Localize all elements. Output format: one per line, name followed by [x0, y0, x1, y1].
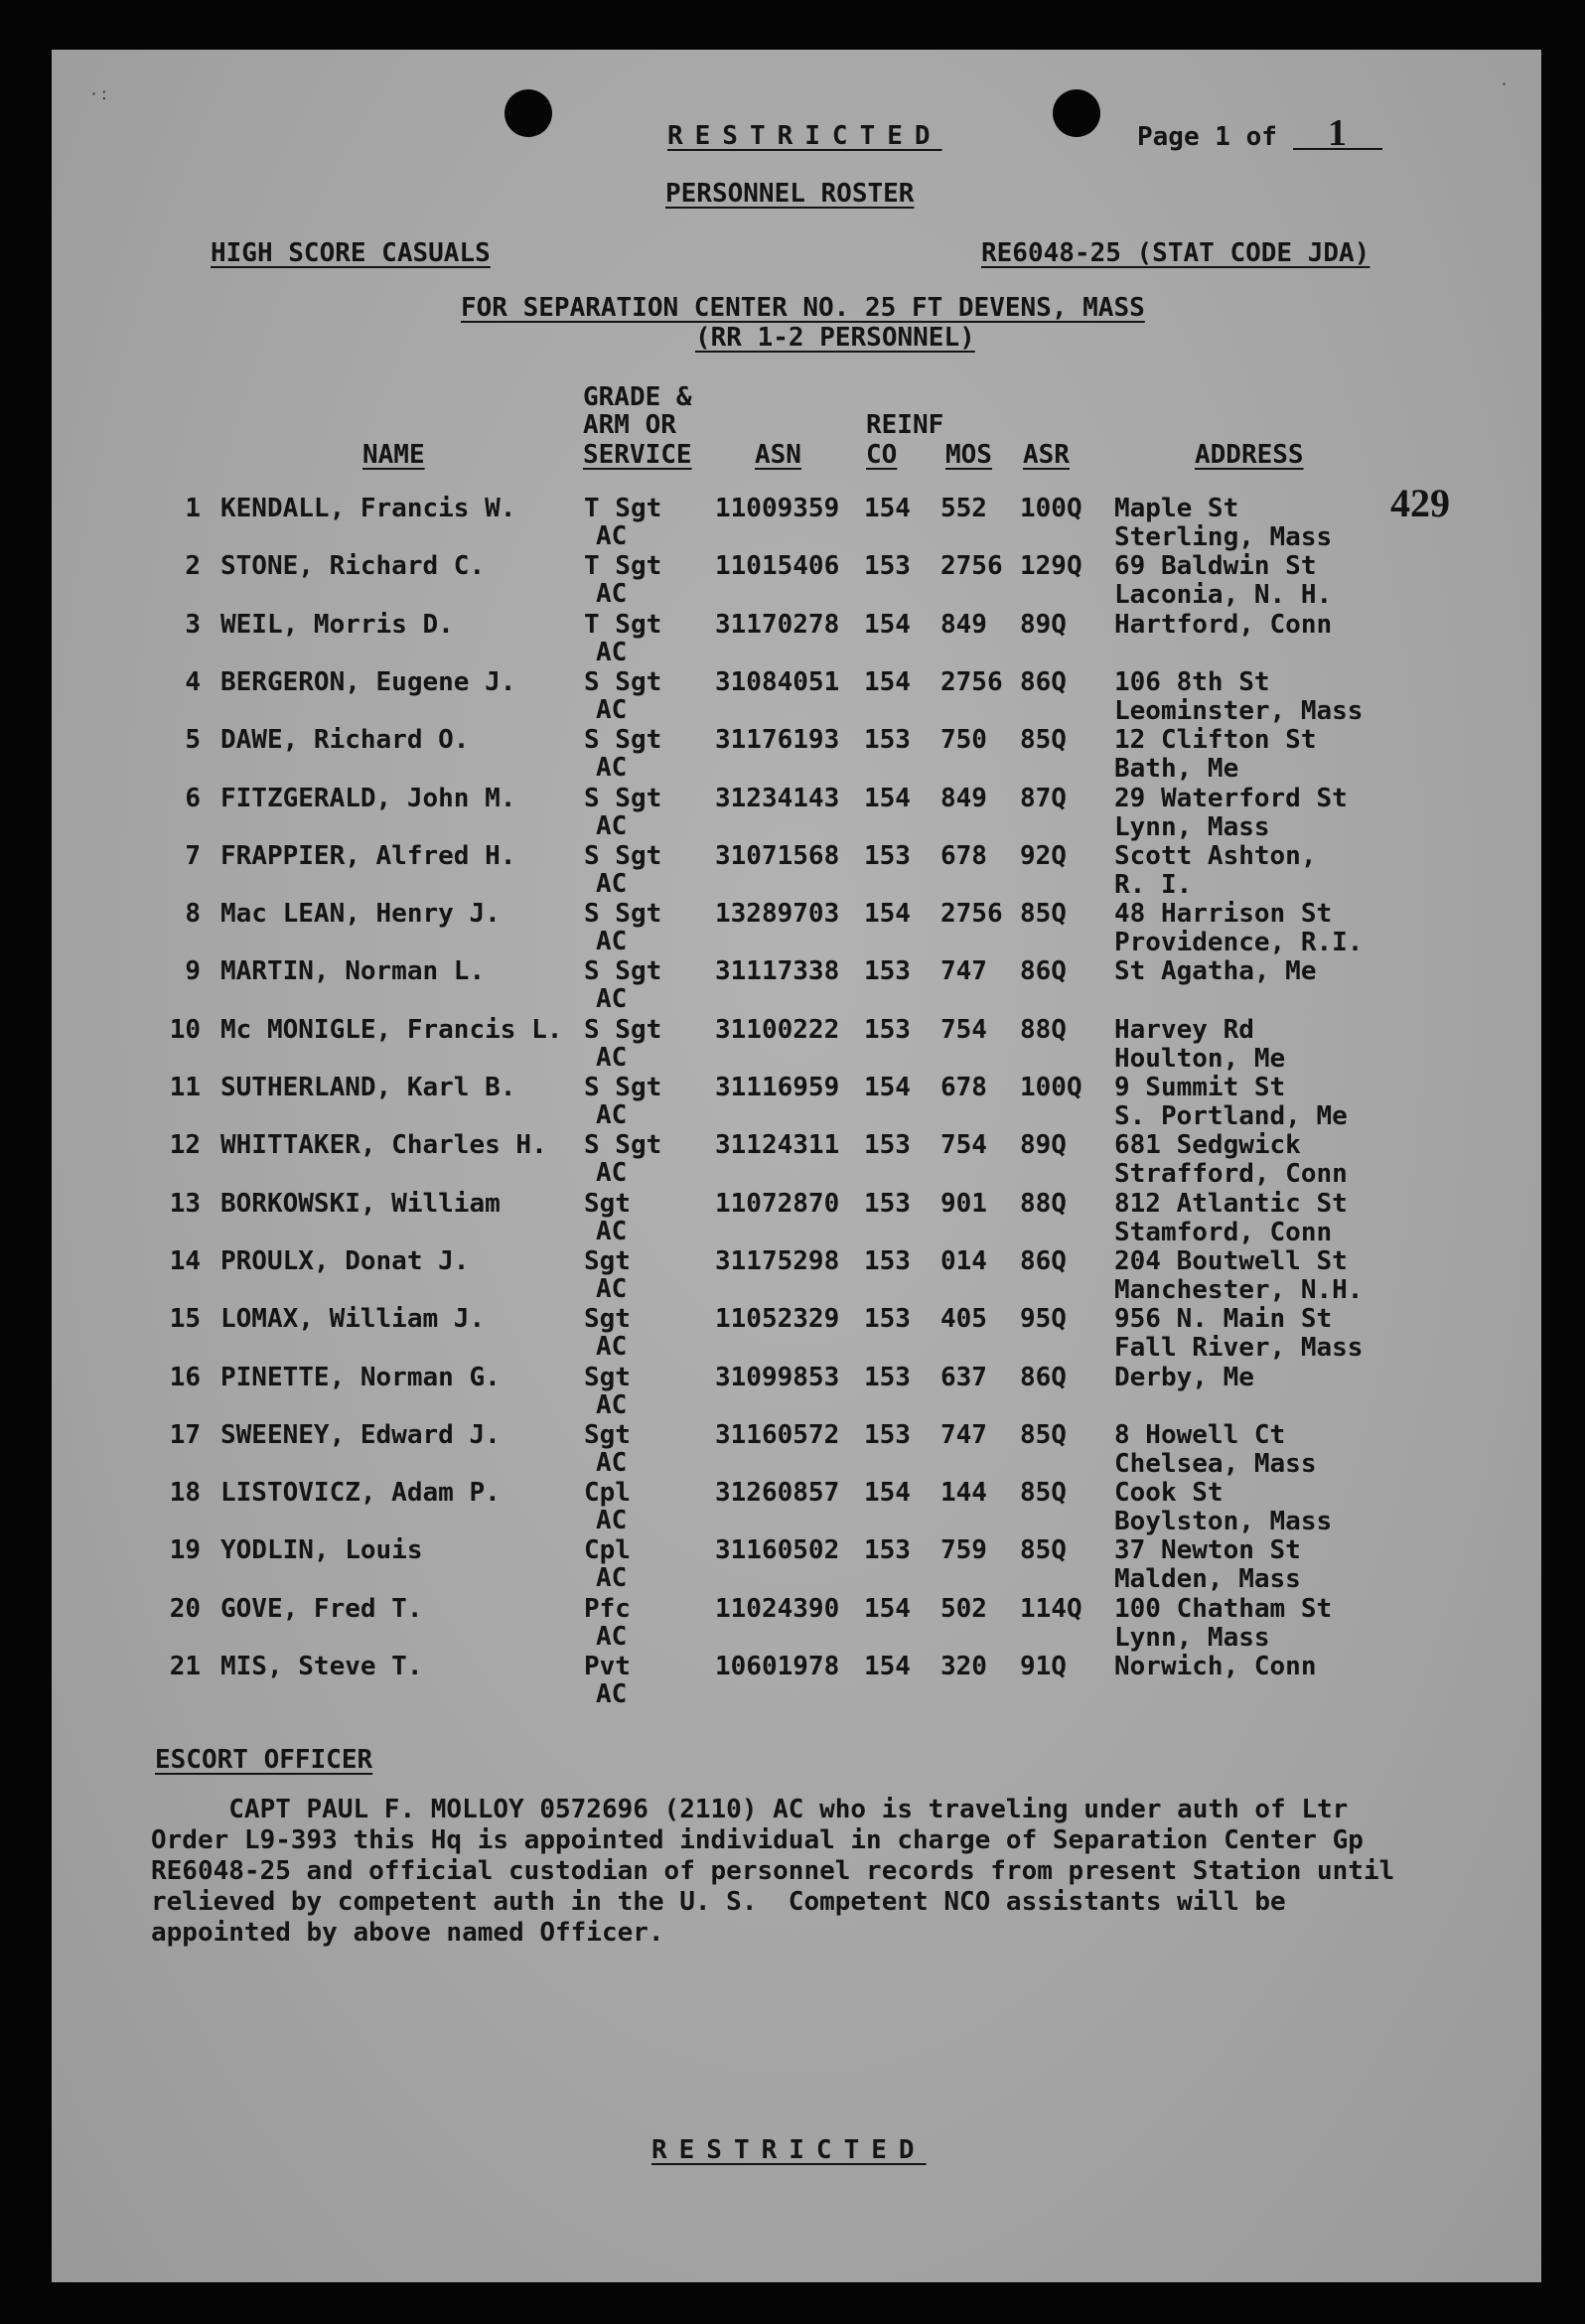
row-mos: 747 [940, 956, 987, 986]
row-arm: AC [596, 927, 628, 956]
row-grade: Sgt [584, 1189, 631, 1219]
row-arm: AC [596, 1332, 628, 1362]
row-asn: 31116959 [715, 1073, 840, 1102]
row-grade: S Sgt [584, 667, 662, 697]
row-number: 7 [185, 841, 201, 871]
row-name: LOMAX, William J. [220, 1304, 486, 1334]
row-address-line2: Lynn, Mass [1114, 1623, 1270, 1653]
row-grade: T Sgt [584, 494, 662, 523]
row-name: BERGERON, Eugene J. [220, 667, 516, 697]
row-number: 3 [185, 610, 201, 640]
row-asr: 95Q [1020, 1304, 1067, 1334]
escort-text: CAPT PAUL F. MOLLOY 0572696 (2110) AC who is traveling under auth of Ltr Order L9-393 this Hq is appointed individual in charge of Separation Center Gp RE6048-25 and official custodian of personnel records from present Station until relieved by competent auth in the U. S. Competent NCO assistants will be appointed by above named Officer. [151, 1795, 1395, 1948]
row-mos: 849 [940, 610, 987, 640]
row-name: DAWE, Richard O. [220, 725, 470, 755]
row-mos: 014 [940, 1246, 987, 1276]
row-co: 154 [864, 1478, 911, 1508]
row-asr: 85Q [1020, 725, 1067, 755]
row-co: 153 [864, 841, 911, 871]
row-number: 11 [169, 1073, 201, 1102]
col-grade-line3: SERVICE [583, 440, 692, 470]
row-asr: 114Q [1020, 1594, 1082, 1624]
row-grade: Cpl [584, 1535, 631, 1565]
row-arm: AC [596, 1506, 628, 1535]
col-co: CO [866, 440, 898, 470]
row-asn: 31124311 [715, 1130, 840, 1160]
row-name: YODLIN, Louis [220, 1535, 423, 1565]
row-name: Mac LEAN, Henry J. [220, 899, 501, 929]
row-co: 154 [864, 494, 911, 523]
row-grade: Sgt [584, 1363, 631, 1392]
row-address-line1: 69 Baldwin St [1114, 551, 1317, 581]
row-arm: AC [596, 1622, 628, 1652]
row-address-line1: 48 Harrison St [1114, 899, 1333, 929]
row-address-line1: Norwich, Conn [1114, 1652, 1317, 1681]
row-arm: AC [596, 984, 628, 1014]
row-number: 13 [169, 1189, 201, 1219]
row-number: 10 [169, 1015, 201, 1045]
row-mos: 750 [940, 725, 987, 755]
row-co: 154 [864, 784, 911, 813]
row-asr: 100Q [1020, 1073, 1082, 1102]
row-grade: Pfc [584, 1594, 631, 1624]
right-heading: RE6048-25 (STAT CODE JDA) [981, 238, 1370, 268]
row-asr: 88Q [1020, 1189, 1067, 1219]
row-grade: S Sgt [584, 725, 662, 755]
row-number: 1 [185, 494, 201, 523]
row-asr: 85Q [1020, 1535, 1067, 1565]
row-address-line2: Strafford, Conn [1114, 1159, 1348, 1189]
center-heading-line2: (RR 1-2 PERSONNEL) [695, 323, 975, 353]
row-arm: AC [596, 521, 628, 551]
row-arm: AC [596, 1448, 628, 1478]
row-address-line1: 8 Howell Ct [1114, 1420, 1286, 1450]
col-mos: MOS [945, 440, 992, 470]
row-co: 153 [864, 725, 911, 755]
row-grade: S Sgt [584, 1073, 662, 1102]
col-asr: ASR [1023, 440, 1070, 470]
row-arm: AC [596, 869, 628, 899]
row-asn: 11052329 [715, 1304, 840, 1334]
row-name: LISTOVICZ, Adam P. [220, 1478, 501, 1508]
row-grade: Sgt [584, 1304, 631, 1334]
row-number: 16 [169, 1363, 201, 1392]
row-co: 153 [864, 551, 911, 581]
row-co: 154 [864, 899, 911, 929]
row-grade: Sgt [584, 1246, 631, 1276]
row-mos: 849 [940, 784, 987, 813]
row-grade: Sgt [584, 1420, 631, 1450]
row-co: 154 [864, 667, 911, 697]
row-grade: Cpl [584, 1478, 631, 1508]
col-asn: ASN [755, 440, 801, 470]
row-address-line1: 106 8th St [1114, 667, 1270, 697]
speck-mark: · [1502, 74, 1508, 93]
row-address-line1: 37 Newton St [1114, 1535, 1301, 1565]
row-mos: 754 [940, 1130, 987, 1160]
row-address-line2: Houlton, Me [1114, 1044, 1286, 1074]
row-arm: AC [596, 695, 628, 725]
row-mos: 901 [940, 1189, 987, 1219]
row-asr: 85Q [1020, 1420, 1067, 1450]
row-asr: 85Q [1020, 1478, 1067, 1508]
row-asn: 10601978 [715, 1652, 840, 1681]
row-address-line2: Leominster, Mass [1114, 696, 1364, 726]
restricted-bottom: RESTRICTED [651, 2135, 927, 2165]
row-address-line1: 9 Summit St [1114, 1073, 1286, 1102]
row-name: SUTHERLAND, Karl B. [220, 1073, 516, 1102]
row-address-line2: Stamford, Conn [1114, 1218, 1333, 1247]
row-asn: 31160572 [715, 1420, 840, 1450]
roster-title: PERSONNEL ROSTER [665, 179, 915, 209]
page-label: Page 1 of [1137, 122, 1277, 152]
punch-hole-left [504, 89, 552, 137]
row-arm: AC [596, 1679, 628, 1709]
row-arm: AC [596, 1274, 628, 1304]
row-grade: S Sgt [584, 784, 662, 813]
row-arm: AC [596, 579, 628, 609]
center-heading-line1: FOR SEPARATION CENTER NO. 25 FT DEVENS, MASS [461, 293, 1145, 323]
row-address-line1: Harvey Rd [1114, 1015, 1254, 1045]
row-asn: 11009359 [715, 494, 840, 523]
row-co: 153 [864, 1015, 911, 1045]
row-asn: 31260857 [715, 1478, 840, 1508]
row-asn: 13289703 [715, 899, 840, 929]
row-asn: 31071568 [715, 841, 840, 871]
row-mos: 759 [940, 1535, 987, 1565]
row-name: PINETTE, Norman G. [220, 1363, 501, 1392]
row-number: 18 [169, 1478, 201, 1508]
row-name: SWEENEY, Edward J. [220, 1420, 501, 1450]
row-address-line1: 12 Clifton St [1114, 725, 1317, 755]
row-asn: 31160502 [715, 1535, 840, 1565]
row-co: 153 [864, 1189, 911, 1219]
row-asr: 87Q [1020, 784, 1067, 813]
row-address-line2: Malden, Mass [1114, 1564, 1301, 1594]
row-grade: S Sgt [584, 1015, 662, 1045]
row-address-line1: St Agatha, Me [1114, 956, 1317, 986]
row-arm: AC [596, 1217, 628, 1246]
row-asn: 31234143 [715, 784, 840, 813]
row-grade: S Sgt [584, 899, 662, 929]
row-name: FRAPPIER, Alfred H. [220, 841, 516, 871]
row-co: 153 [864, 1130, 911, 1160]
row-number: 5 [185, 725, 201, 755]
row-name: MIS, Steve T. [220, 1652, 423, 1681]
row-name: PROULX, Donat J. [220, 1246, 470, 1276]
row-name: MARTIN, Norman L. [220, 956, 486, 986]
row-name: STONE, Richard C. [220, 551, 486, 581]
row-name: WEIL, Morris D. [220, 610, 454, 640]
row-grade: S Sgt [584, 1130, 662, 1160]
row-address-line2: Bath, Me [1114, 754, 1239, 784]
row-mos: 754 [940, 1015, 987, 1045]
row-number: 9 [185, 956, 201, 986]
row-number: 21 [169, 1652, 201, 1681]
row-number: 6 [185, 784, 201, 813]
row-name: GOVE, Fred T. [220, 1594, 423, 1624]
col-grade-line2: ARM OR [583, 410, 676, 440]
row-mos: 405 [940, 1304, 987, 1334]
row-address-line2: Providence, R.I. [1114, 928, 1364, 957]
row-address-line1: 812 Atlantic St [1114, 1189, 1348, 1219]
row-mos: 747 [940, 1420, 987, 1450]
row-arm: AC [596, 753, 628, 783]
row-address-line1: 681 Sedgwick [1114, 1130, 1301, 1160]
row-address-line1: 204 Boutwell St [1114, 1246, 1348, 1276]
row-address-line2: Manchester, N.H. [1114, 1275, 1364, 1305]
row-asn: 31099853 [715, 1363, 840, 1392]
row-address-line1: 29 Waterford St [1114, 784, 1348, 813]
punch-hole-right [1053, 89, 1100, 137]
row-name: WHITTAKER, Charles H. [220, 1130, 547, 1160]
stamp-number: 429 [1390, 481, 1450, 525]
row-asn: 11015406 [715, 551, 840, 581]
row-asr: 86Q [1020, 1246, 1067, 1276]
row-number: 2 [185, 551, 201, 581]
page-total: 1 [1293, 119, 1382, 150]
row-address-line2: Laconia, N. H. [1114, 580, 1333, 610]
row-arm: AC [596, 638, 628, 667]
row-mos: 678 [940, 841, 987, 871]
row-asr: 85Q [1020, 899, 1067, 929]
row-asn: 11072870 [715, 1189, 840, 1219]
row-name: FITZGERALD, John M. [220, 784, 516, 813]
row-mos: 502 [940, 1594, 987, 1624]
row-arm: AC [596, 1563, 628, 1593]
row-mos: 678 [940, 1073, 987, 1102]
row-asn: 31117338 [715, 956, 840, 986]
row-co: 153 [864, 1420, 911, 1450]
row-number: 17 [169, 1420, 201, 1450]
left-heading: HIGH SCORE CASUALS [211, 238, 491, 268]
row-mos: 637 [940, 1363, 987, 1392]
row-asr: 86Q [1020, 667, 1067, 697]
row-co: 153 [864, 956, 911, 986]
row-address-line1: Cook St [1114, 1478, 1224, 1508]
row-co: 153 [864, 1535, 911, 1565]
row-grade: S Sgt [584, 956, 662, 986]
row-asn: 31175298 [715, 1246, 840, 1276]
roster-page [52, 50, 1541, 2282]
row-asr: 91Q [1020, 1652, 1067, 1681]
row-asn: 31170278 [715, 610, 840, 640]
row-mos: 2756 [940, 551, 1003, 581]
row-address-line2: Fall River, Mass [1114, 1333, 1364, 1363]
row-address-line2: Lynn, Mass [1114, 812, 1270, 842]
row-arm: AC [596, 1100, 628, 1130]
row-arm: AC [596, 1043, 628, 1073]
row-grade: S Sgt [584, 841, 662, 871]
row-co: 154 [864, 610, 911, 640]
row-asn: 11024390 [715, 1594, 840, 1624]
row-number: 8 [185, 899, 201, 929]
row-address-line1: 956 N. Main St [1114, 1304, 1333, 1334]
row-number: 12 [169, 1130, 201, 1160]
row-mos: 320 [940, 1652, 987, 1681]
row-address-line1: Scott Ashton, [1114, 841, 1317, 871]
row-number: 4 [185, 667, 201, 697]
row-address-line2: Chelsea, Mass [1114, 1449, 1317, 1479]
speck-mark: · : [91, 84, 107, 103]
page-number [1137, 112, 1382, 154]
row-asr: 100Q [1020, 494, 1082, 523]
row-co: 153 [864, 1304, 911, 1334]
row-asr: 92Q [1020, 841, 1067, 871]
row-asr: 86Q [1020, 956, 1067, 986]
row-co: 154 [864, 1652, 911, 1681]
row-address-line2: Boylston, Mass [1114, 1507, 1333, 1536]
row-asn: 31084051 [715, 667, 840, 697]
col-name: NAME [362, 440, 425, 470]
col-address: ADDRESS [1195, 440, 1304, 470]
row-asr: 86Q [1020, 1363, 1067, 1392]
row-number: 14 [169, 1246, 201, 1276]
row-address-line2: Sterling, Mass [1114, 522, 1333, 552]
row-mos: 552 [940, 494, 987, 523]
restricted-top: RESTRICTED [667, 121, 942, 151]
row-number: 19 [169, 1535, 201, 1565]
row-mos: 144 [940, 1478, 987, 1508]
row-asn: 31176193 [715, 725, 840, 755]
col-reinf: REINF [866, 410, 944, 440]
row-co: 154 [864, 1073, 911, 1102]
escort-heading: ESCORT OFFICER [155, 1745, 373, 1775]
row-grade: T Sgt [584, 551, 662, 581]
row-co: 153 [864, 1246, 911, 1276]
row-address-line2: S. Portland, Me [1114, 1101, 1348, 1131]
row-name: BORKOWSKI, William [220, 1189, 501, 1219]
row-address-line1: Hartford, Conn [1114, 610, 1333, 640]
row-asr: 88Q [1020, 1015, 1067, 1045]
row-arm: AC [596, 1158, 628, 1188]
row-address-line1: 100 Chatham St [1114, 1594, 1333, 1624]
row-asr: 89Q [1020, 1130, 1067, 1160]
row-name: KENDALL, Francis W. [220, 494, 516, 523]
row-number: 15 [169, 1304, 201, 1334]
row-name: Mc MONIGLE, Francis L. [220, 1015, 563, 1045]
row-arm: AC [596, 811, 628, 841]
row-address-line2: R. I. [1114, 870, 1193, 900]
row-mos: 2756 [940, 667, 1003, 697]
row-grade: Pvt [584, 1652, 631, 1681]
row-number: 20 [169, 1594, 201, 1624]
row-address-line1: Derby, Me [1114, 1363, 1254, 1392]
row-asr: 129Q [1020, 551, 1082, 581]
row-co: 154 [864, 1594, 911, 1624]
row-asr: 89Q [1020, 610, 1067, 640]
row-co: 153 [864, 1363, 911, 1392]
col-grade-line1: GRADE & [583, 382, 692, 412]
row-grade: T Sgt [584, 610, 662, 640]
row-arm: AC [596, 1390, 628, 1420]
row-asn: 31100222 [715, 1015, 840, 1045]
row-address-line1: Maple St [1114, 494, 1239, 523]
row-mos: 2756 [940, 899, 1003, 929]
